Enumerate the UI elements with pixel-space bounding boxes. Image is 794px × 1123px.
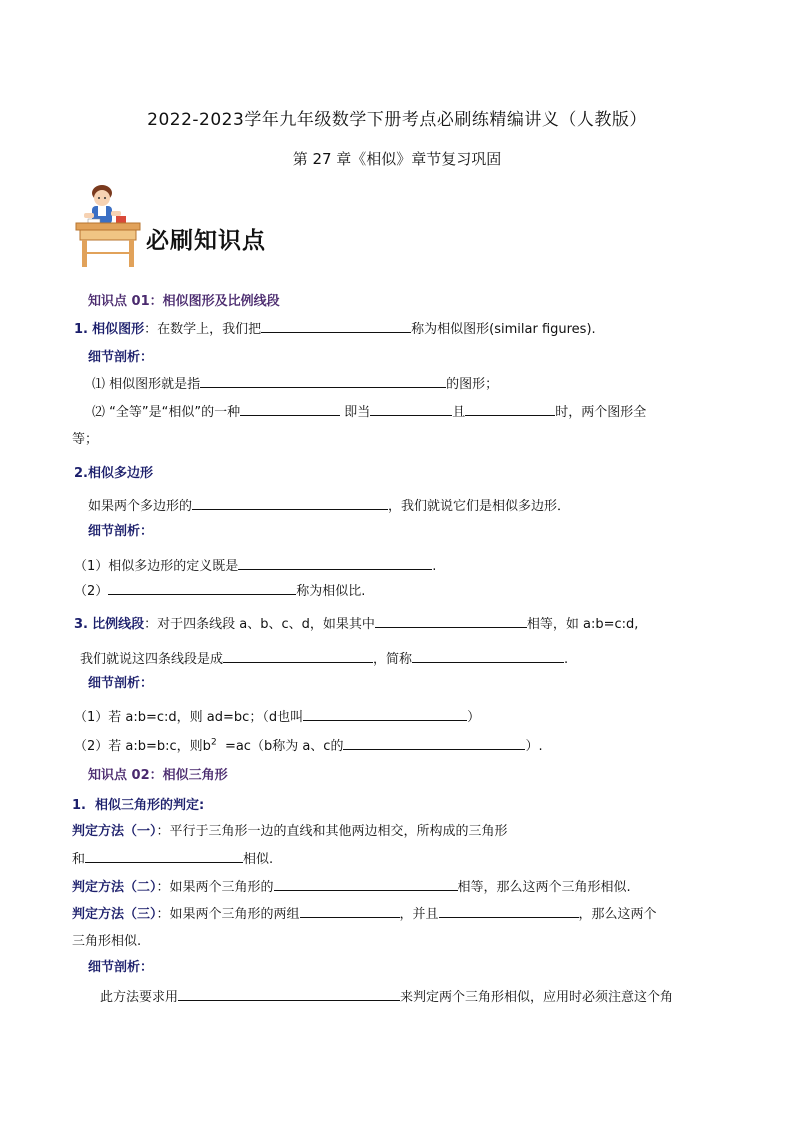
text: 时，两个图形全 — [555, 405, 647, 420]
knowledge-point-01-heading: 知识点 01：相似图形及比例线段 — [88, 294, 280, 309]
section-banner-title: 必刷知识点 — [146, 227, 266, 254]
text: 的图形； — [446, 377, 499, 392]
item-number: 3. — [74, 617, 88, 632]
text: 来判定两个三角形相似，应用时必须注意这个角 — [400, 990, 674, 1005]
kp1-detail1-line — [92, 373, 498, 392]
text: （1）若 a:b=c:d，则 ad=bc；（d也叫 — [74, 710, 304, 725]
answer-blank[interactable] — [303, 707, 467, 721]
text: 且 — [452, 405, 466, 420]
method-3-label: 判定方法（三） — [72, 907, 157, 922]
kp1-item3-detail1 — [74, 706, 480, 725]
detail-analysis-label: 细节剖析： — [88, 676, 154, 691]
text: ：如果两个三角形的两组 — [156, 907, 300, 922]
method-2-label: 判定方法（二） — [72, 880, 157, 895]
student-at-desk-icon — [72, 183, 144, 269]
text: 相等，如 a:b=c:d, — [526, 617, 639, 632]
document-title: 2022-2023学年九年级数学下册考点必刷练精编讲义（人教版） — [147, 110, 647, 130]
answer-blank[interactable] — [274, 877, 458, 891]
kp1-item2-line — [88, 495, 570, 514]
text: 即当 — [344, 405, 371, 420]
text: . — [564, 652, 569, 667]
method-1-label: 判定方法（一） — [72, 824, 157, 839]
text: 称为相似图形(similar figures). — [411, 322, 596, 337]
kp2-item1-heading — [72, 794, 204, 813]
text: 如果两个多边形的 — [88, 499, 193, 514]
answer-blank[interactable] — [200, 374, 446, 388]
item-number: 1. — [72, 798, 86, 813]
item-number: 1. — [74, 322, 88, 337]
text: ，我们就说它们是相似多边形． — [388, 499, 571, 514]
method-3-line — [72, 903, 657, 922]
answer-blank[interactable] — [192, 496, 388, 510]
text: ） — [467, 710, 481, 725]
detail-analysis-label: 细节剖析： — [88, 960, 154, 975]
text: ：对于四条线段 a、b、c、d，如果其中 — [144, 617, 375, 632]
text: （2）若 a:b=b:c，则b — [74, 739, 211, 754]
text: 此方法要求用 — [100, 990, 179, 1005]
text: 称为相似比. — [296, 584, 366, 599]
text: ⑵ “全等”是“相似”的一种 — [92, 405, 241, 420]
answer-blank[interactable] — [343, 736, 525, 750]
kp1-item3-line — [74, 613, 638, 632]
kp1-item3-detail2 — [74, 735, 543, 754]
text: ，那么这两个 — [578, 907, 657, 922]
term-similar-triangles: 相似三角形的判定: — [95, 798, 205, 813]
method-2-line — [72, 876, 631, 895]
knowledge-point-02-heading: 知识点 02：相似三角形 — [88, 768, 228, 783]
text: 相等，那么这两个三角形相似. — [457, 880, 631, 895]
answer-blank[interactable] — [375, 614, 527, 628]
text: 和 — [72, 852, 86, 867]
text: ，简称 — [373, 652, 413, 667]
kp1-item2-detail2 — [74, 580, 365, 599]
answer-blank[interactable] — [238, 556, 432, 570]
answer-blank[interactable] — [240, 402, 340, 416]
answer-blank[interactable] — [223, 649, 373, 663]
kp1-detail2-line — [92, 401, 646, 420]
chapter-subtitle: 第 27 章《相似》章节复习巩固 — [292, 150, 502, 168]
method-1-line — [72, 820, 508, 839]
answer-blank[interactable] — [370, 402, 452, 416]
kp1-item1-line — [74, 318, 596, 337]
superscript: 2 — [210, 737, 217, 748]
text: ：在数学上，我们把 — [144, 322, 262, 337]
answer-blank[interactable] — [412, 649, 564, 663]
term-similar-figures: 相似图形 — [92, 322, 145, 337]
term-proportional-segments: 比例线段 — [92, 617, 145, 632]
text: =ac（b称为 a、c的 — [224, 739, 344, 754]
kp1-item3-cont — [80, 648, 568, 667]
detail-analysis-label: 细节剖析： — [88, 350, 154, 365]
text: . — [432, 559, 437, 574]
text: （1）相似多边形的定义既是 — [74, 559, 239, 574]
kp2-detail-line — [100, 986, 673, 1005]
kp1-item2-heading: 2.相似多边形 — [74, 466, 153, 481]
text: ：如果两个三角形的 — [156, 880, 274, 895]
text: ，并且 — [399, 907, 439, 922]
text: ：平行于三角形一边的直线和其他两边相交，所构成的三角形 — [156, 824, 508, 839]
answer-blank[interactable] — [108, 581, 296, 595]
text: （2） — [74, 584, 109, 599]
answer-blank[interactable] — [465, 402, 555, 416]
method-1-cont — [72, 848, 273, 867]
kp1-item2-detail1 — [74, 555, 436, 574]
kp1-detail2-cont: 等； — [72, 432, 99, 447]
detail-analysis-label: 细节剖析： — [88, 524, 154, 539]
answer-blank[interactable] — [85, 849, 243, 863]
text: 我们就说这四条线段是成 — [80, 652, 224, 667]
method-3-cont: 三角形相似. — [72, 934, 142, 949]
answer-blank[interactable] — [300, 904, 400, 918]
answer-blank[interactable] — [261, 319, 411, 333]
answer-blank[interactable] — [178, 987, 400, 1001]
answer-blank[interactable] — [439, 904, 579, 918]
text: ）. — [525, 739, 543, 754]
text: ⑴ 相似图形就是指 — [92, 377, 201, 392]
text: 相似. — [243, 852, 274, 867]
